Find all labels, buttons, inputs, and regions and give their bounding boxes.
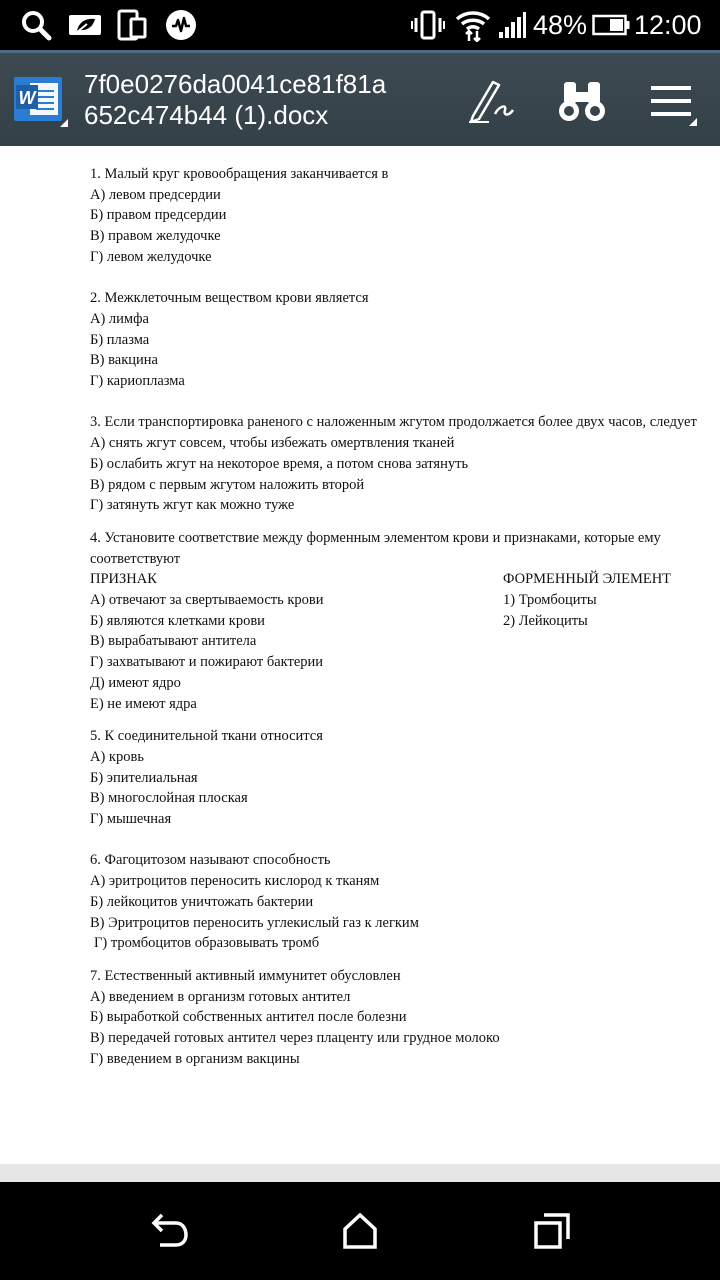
back-icon[interactable]	[138, 1206, 198, 1256]
question-1-option-a: А) левом предсердии	[90, 186, 221, 203]
question-3-option-d: Г) затянуть жгут как можно туже	[90, 497, 295, 514]
recents-icon[interactable]	[522, 1206, 582, 1256]
edit-pen-icon[interactable]	[462, 73, 518, 129]
question-7-option-b: Б) выработкой собственных антител после болезни	[90, 1009, 407, 1026]
wifi-icon	[454, 8, 492, 42]
question-1-option-b: Б) правом предсердии	[90, 207, 227, 224]
document-content	[90, 164, 702, 1069]
question-3-option-c: В) рядом с первым жгутом наложить второй	[90, 476, 365, 493]
criteria-item-c: В) вырабатывают антитела	[90, 633, 257, 650]
element-item-2: 2) Лейкоциты	[503, 612, 588, 629]
document-title-line-1: 7f0e0276da0041ce81f81a	[84, 69, 387, 99]
question-2-option-c: В) вакцина	[90, 352, 158, 369]
binoculars-search-icon[interactable]	[554, 73, 610, 129]
music-app-icon	[164, 8, 198, 42]
question-5-option-d: Г) мышечная	[90, 811, 172, 828]
vibrate-icon	[410, 8, 446, 42]
question-7-option-c: В) передачей готовых антител через плаценту или грудное молоко	[90, 1030, 500, 1047]
criteria-item-b: Б) являются клетками крови	[90, 612, 265, 629]
app-bar	[0, 50, 720, 146]
question-4-text: 4. Установите соответствие между форменным элементом крови и признаками, которые ему соответствуют	[90, 529, 661, 567]
question-6-option-d: Г) тромбоцитов образовывать тромб	[94, 935, 320, 952]
navigation-bar	[0, 1182, 720, 1280]
question-1	[90, 164, 702, 268]
question-4	[90, 528, 702, 714]
signal-icon	[496, 8, 528, 42]
battery-icon	[592, 8, 630, 42]
question-2-option-b: Б) плазма	[90, 331, 150, 348]
question-3	[90, 412, 702, 516]
word-doc-icon[interactable]	[14, 77, 64, 123]
question-7-text: 7. Естественный активный иммунитет обусловлен	[90, 967, 401, 984]
criteria-item-a: А) отвечают за свертываемость крови	[90, 592, 324, 609]
question-7-option-d: Г) введением в организм вакцины	[90, 1050, 300, 1067]
battery-percent: 48%	[533, 10, 588, 40]
question-3-option-b: Б) ослабить жгут на некоторое время, а потом снова затянуть	[90, 455, 469, 472]
matching-table	[90, 569, 702, 714]
criteria-item-f: Е) не имеют ядра	[90, 695, 197, 712]
document-title-line-2: 652c474b44 (1).docx	[84, 100, 329, 130]
criteria-item-e: Д) имеют ядро	[90, 674, 181, 691]
leaf-icon	[66, 8, 104, 42]
question-2	[90, 288, 702, 392]
question-5-option-b: Б) эпителиальная	[90, 769, 198, 786]
home-icon[interactable]	[330, 1206, 390, 1256]
search-icon[interactable]	[18, 8, 54, 42]
status-bar	[0, 0, 720, 50]
question-7	[90, 966, 702, 1070]
question-5-option-a: А) кровь	[90, 748, 144, 765]
question-7-option-a: А) введением в организм готовых антител	[90, 988, 351, 1005]
element-header: ФОРМЕННЫЙ ЭЛЕМЕНТ	[503, 571, 672, 588]
clock: 12:00	[634, 10, 702, 40]
question-6-option-a: А) эритроцитов переносить кислород к тканям	[90, 873, 380, 890]
element-item-1: 1) Тромбоциты	[503, 592, 597, 609]
document-view[interactable]	[0, 146, 720, 1164]
question-6	[90, 850, 702, 954]
question-6-option-b: Б) лейкоцитов уничтожать бактерии	[90, 893, 314, 910]
question-3-option-a: А) снять жгут совсем, чтобы избежать омертвления тканей	[90, 435, 455, 452]
element-column	[503, 569, 671, 631]
question-3-text: 3. Если транспортировка раненого с наложенным жгутом продолжается более двух часов, следует	[90, 414, 697, 431]
svg-text:W: W	[18, 88, 36, 108]
question-2-option-d: Г) кариоплазма	[90, 373, 185, 390]
criteria-header: ПРИЗНАК	[90, 571, 157, 588]
question-5-text: 5. К соединительной ткани относится	[90, 728, 323, 745]
question-6-option-c: В) Эритроцитов переносить углекислый газ к легким	[90, 914, 419, 931]
question-1-option-d: Г) левом желудочке	[90, 248, 212, 265]
question-6-text: 6. Фагоцитозом называют способность	[90, 852, 331, 869]
menu-icon[interactable]	[644, 73, 700, 129]
question-1-option-c: В) правом желудочке	[90, 228, 221, 245]
question-2-text: 2. Межклеточным веществом крови является	[90, 290, 369, 307]
question-2-option-a: А) лимфа	[90, 310, 149, 327]
phone-tablet-icon	[116, 8, 148, 42]
question-5-option-c: В) многослойная плоская	[90, 790, 248, 807]
criteria-item-d: Г) захватывают и пожирают бактерии	[90, 654, 324, 671]
question-1-text: 1. Малый круг кровообращения заканчивается в	[90, 166, 389, 182]
question-5	[90, 726, 702, 830]
document-bottom-edge	[0, 1164, 720, 1182]
document-title	[84, 69, 454, 131]
